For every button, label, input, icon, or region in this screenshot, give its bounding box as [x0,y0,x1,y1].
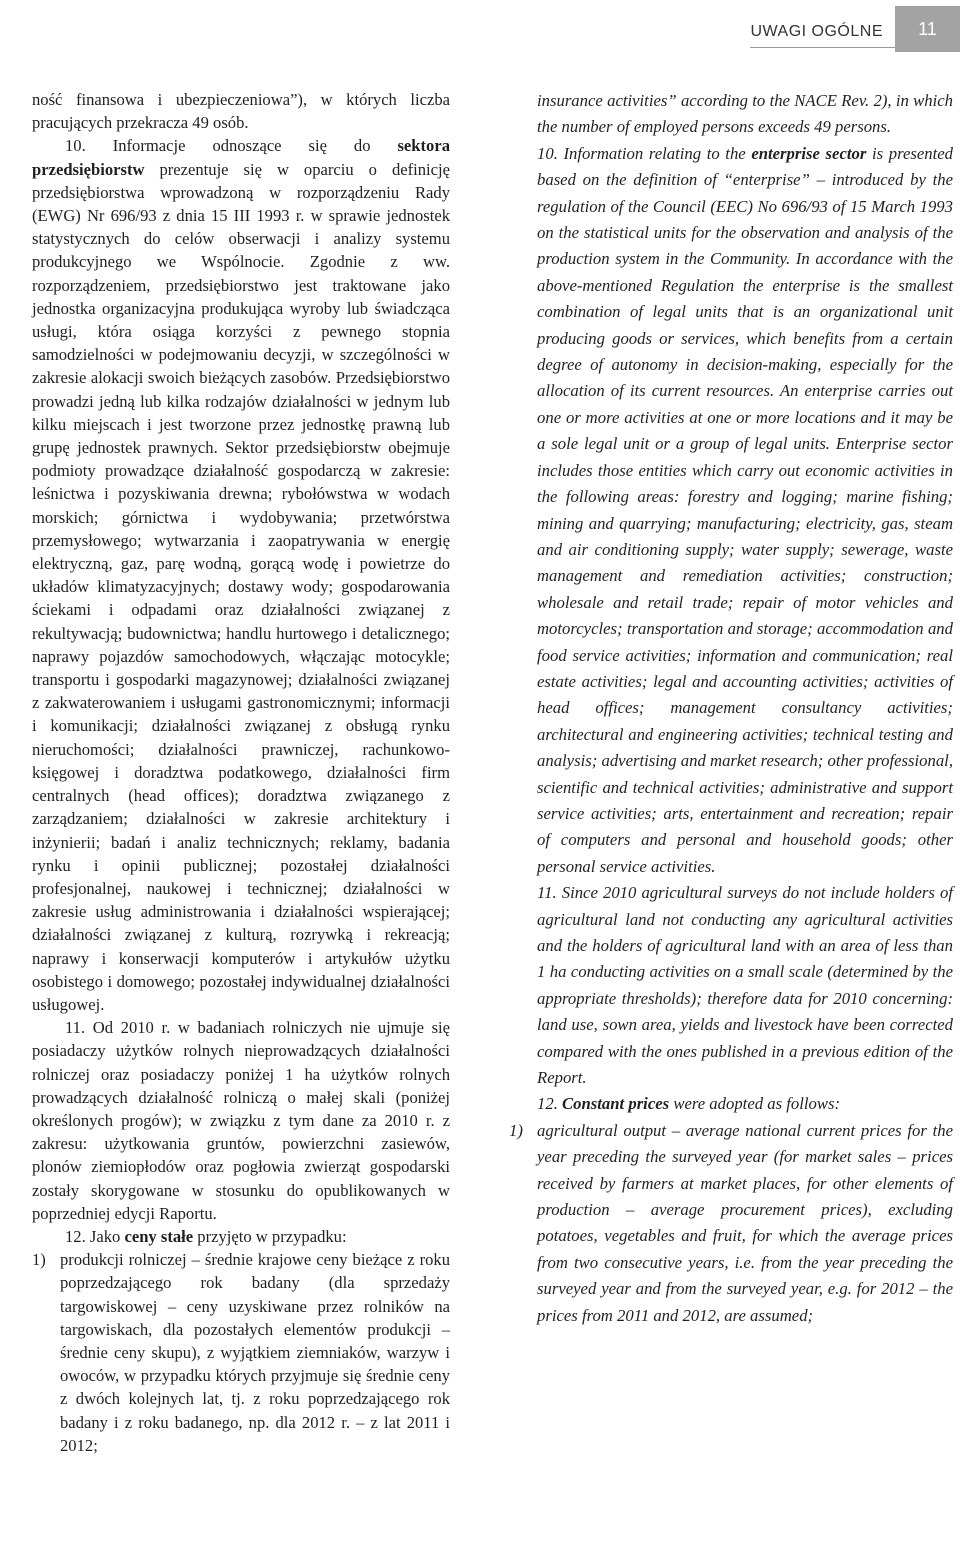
pl-term-enterprise-sector: sektora przedsiębiorstw [32,136,450,179]
en-term-constant-prices: Constant prices [562,1094,670,1114]
pl-paragraph-11: 11. Od 2010 r. w badaniach rolniczych nie ujmuje się posiadaczy użytków rolnych nieprowadzących działalności rolniczej oraz posiadaczy poniżej 1 ha użytków rolnych prowadzących działalność rolniczą o małej skali (poniżej określonych progów); w związku z tym dane za 2010 r. z zakresu: użytkowania gruntów, powierzchni zasiewów, plonów ziemiopłodów oraz pogłowia zwierząt gospodarski zostały skorygowane w stosunku do opublikowanych w poprzedniej edycji Raportu. [32,1018,450,1223]
pl-note-number-11: 11. [65,1018,86,1038]
pl-list-marker-1: 1) [32,1250,46,1270]
en-list-item-1: 1) agricultural output – average national current prices for the year preceding the surveyed year (for market sales – prices received by farmers at market places, for other elements of production – average procurement prices), excluding potatoes, vegetables and fruit, for which the average prices from two consecutive years, i.e. from the year preceding the surveyed year and from the surveyed year, e.g. for 2012 – the prices from 2011 and 2012, are assumed; [509,1118,953,1329]
pl-note-number-12: 12. [65,1226,86,1246]
en-note-number-12: 12. [537,1094,558,1114]
en-note-number-10: 10. [537,143,558,163]
pl-paragraph-continued: ność finansowa i ubezpieczeniowa”), w których liczba pracujących przekracza 49 osób. [32,90,450,133]
en-paragraph-12: 12. Constant prices were adopted as follows: [537,1094,841,1114]
pl-list-item-1: 1) produkcji rolniczej – średnie krajowe ceny bieżące z roku poprzedzającego rok badany (dla sprzedaży targowiskowej – ceny uzyskiwane przez rolników na targowiskach, dla pozostałych elementów produkcji – średnie ceny skupu), z wyjątkiem ziemniaków, warzyw i owoców, w przypadku których przyjmuje się średnie ceny z dwóch kolejnych lat, tj. z roku poprzedzającego rok badany i z roku badanego, np. dla 2012 r. – z lat 2011 i 2012; [32,1250,450,1455]
en-paragraph-continued: insurance activities” according to the NACE Rev. 2), in which the number of employed persons exceeds 49 persons. [537,91,953,137]
en-paragraph-10: 10. Information relating to the enterprise sector is presented based on the definition of “enterprise” – introduced by the regulation of the Council (EEC) No 696/93 of 15 March 1993 on the statistical units for the observation and analysis of the production system in the Community. In accordance with the above-mentioned Regulation the enterprise is the smallest combination of legal units that is an organizational unit producing goods or services, which benefits from a certain degree of autonomy in decision-making, especially for the allocation of its current resources. An enterprise carries out one or more activities at one or more locations and it may be a sole legal unit or a group of legal units. Enterprise sector includes those entities which carry out economic activities in the following areas: forestry and logging; marine fishing; mining and quarrying; manufacturing; electricity, gas, steam and air conditioning supply; water supply; sewerage, waste management and remediation activities; construction; wholesale and retail trade; repair of motor vehicles and motorcycles; transportation and storage; accommodation and food service activities; information and communication; real estate activities; legal and accounting activities; activities of head offices; management consultancy activities; architectural and engineering activities; technical testing and analysis; advertising and market research; other professional, scientific and technical activities; administrative and support service activities; arts, entertainment and recreation; repair of computers and personal and household goods; other personal service activities. [537,143,953,876]
en-paragraph-11: 11. Since 2010 agricultural surveys do not include holders of agricultural land not conducting any agricultural activities and the holders of agricultural land with an area of less than 1 ha conducting activities on a small scale (determined by the appropriate thresholds); therefore data for 2010 concerning: land use, sown area, yields and livestock have been corrected compared with the ones published in a previous edition of the Report. [537,883,953,1088]
pl-paragraph-10: 10. Informacje odnoszące się do sektora przedsiębiorstw prezentuje się w oparciu o definicję przedsiębiorstwa wprowadzoną w rozporządzeniu Rady (EWG) Nr 696/93 z dnia 15 III 1993 r. w sprawie jednostek statystycznych do celów obserwacji i analizy systemu produkcyjnego we Wspólnocie. Zgodnie z ww. rozporządzeniem, przedsiębiorstwo jest traktowane jako jednostka organizacyjna produkująca wyroby lub świadcząca usługi, która osiąga korzyści z pewnego stopnia samodzielności w podejmowaniu decyzji, w szczególności w zakresie alokacji swoich bieżących zasobów. Przedsiębiorstwo prowadzi jedną lub kilka rodzajów działalności w jednym lub kilku miejscach i jest tworzone przez jednostkę prawną lub grupę jednostek prawnych. Sektor przedsiębiorstw obejmuje podmioty prowadzące działalność gospodarczą w zakresie: leśnictwa i pozyskiwania drewna; rybołówstwa w wodach morskich; górnictwa i wydobywania; przetwórstwa przemysłowego; wytwarzania i zaopatrywania w energię elektryczną, gaz, parę wodną, gorącą wodę i powietrze do układów klimatyzacyjnych; dostawy wody; gospodarowania ściekami i odpadami oraz działalności związanej z rekultywacją; budownictwa; handlu hurtowego i detalicznego; naprawy pojazdów samochodowych, włączając motocykle; transportu i gospodarki magazynowej; działalności związanej z zakwaterowaniem i usługami gastronomicznymi; informacji i komunikacji; działalności związanej z obsługą rynku nieruchomości; działalności prawniczej, rachunkowo-księgowej i doradztwa podatkowego, działalności firm centralnych (head offices); doradztwa związanego z zarządzaniem; działalności w zakresie architektury i inżynierii; badań i analiz technicznych; reklamy, badania rynku i opinii publicznej; pozostałej działalności profesjonalnej, naukowej i technicznej; działalności w zakresie usług administrowania i działalności wspierającej; działalności związanej z kulturą, rozrywką i rekreacją; naprawy i konserwacji komputerów i artykułów użytku osobistego i domowego; pozostałej indywidualnej działalności usługowej. [32,136,450,1014]
english-column [509,88,953,1329]
pl-note-number-10: 10. [65,136,86,156]
section-label: UWAGI OGÓLNE [750,17,895,48]
en-term-enterprise-sector: enterprise sector [751,143,867,163]
pl-paragraph-12: 12. Jako ceny stałe przyjęto w przypadku: [65,1226,347,1246]
pl-term-constant-prices: ceny stałe [124,1226,194,1246]
page-number: 11 [895,6,960,52]
polish-column [32,88,450,1457]
en-list-marker-1: 1) [509,1120,523,1140]
en-note-number-11: 11. [537,883,557,903]
